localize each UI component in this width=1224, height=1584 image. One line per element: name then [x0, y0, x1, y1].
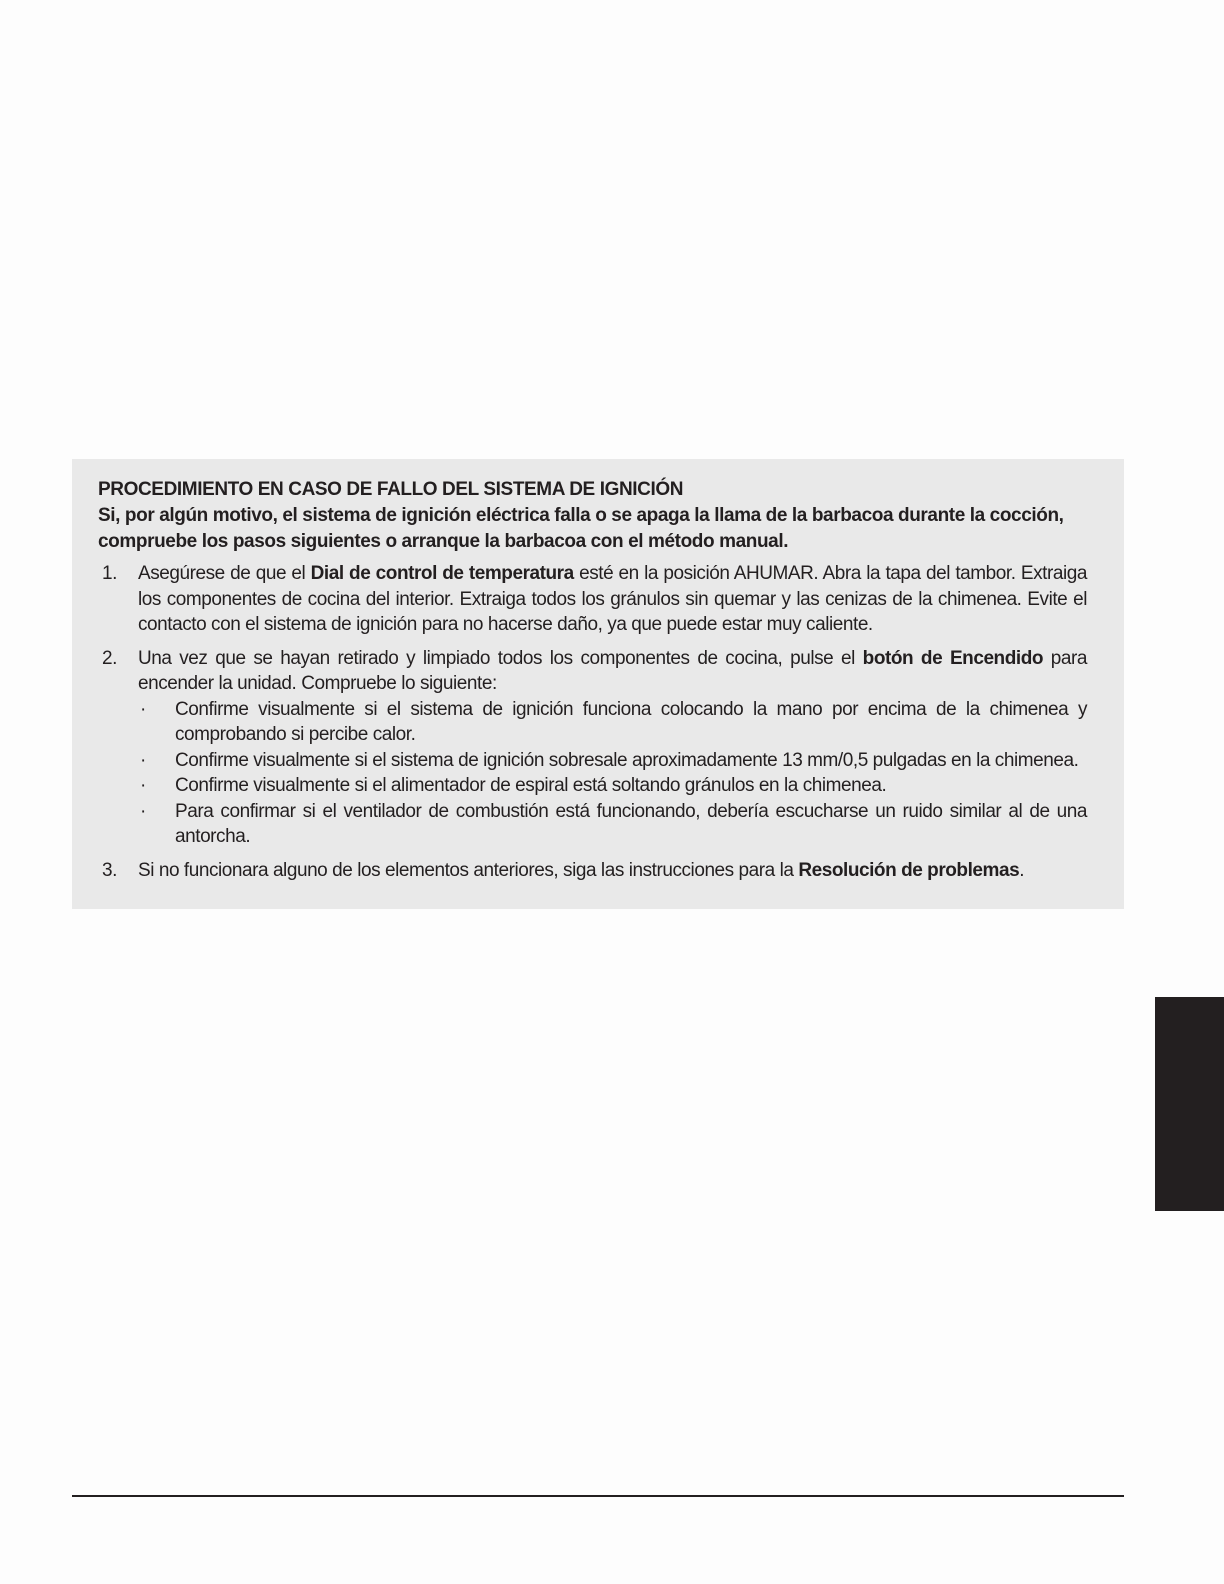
step-3	[98, 858, 1087, 884]
step-bold-text: Dial de control de temperatura	[310, 563, 574, 584]
step-number: 1.	[102, 563, 117, 584]
section-side-tab	[1155, 997, 1224, 1211]
step-text: esté en la posición AHUMAR. Abra la tapa del tambor. Extraiga los componentes de cocina del interior. Extraiga todos los gránulos sin quemar y las cenizas de la chimenea. Evite el contacto con el sistema de ignición para no hacerse daño, ya que puede estar muy caliente.	[138, 563, 1088, 635]
step-text: .	[1019, 859, 1025, 881]
step-text: para encender la unidad. Compruebe lo siguiente:	[138, 647, 1087, 694]
step-1	[98, 561, 1087, 638]
step-number: 3.	[102, 859, 117, 881]
bullet-dot-icon: ·	[140, 698, 146, 720]
check-item	[138, 773, 1087, 799]
check-item	[138, 697, 1087, 748]
check-item-text: Confirme visualmente si el sistema de ignición funciona colocando la mano por encima de la chimenea y comprobando si percibe calor.	[175, 698, 1087, 745]
step-text: Si no funcionara alguno de los elementos anteriores, siga las instrucciones para la	[138, 859, 799, 881]
bullet-dot-icon: ·	[140, 749, 146, 771]
step-number: 2.	[102, 647, 117, 669]
check-item-text: Confirme visualmente si el alimentador de espiral está soltando gránulos en la chimenea.	[175, 775, 887, 796]
check-item-text: Confirme visualmente si el sistema de ignición sobresale aproximadamente 13 mm/0,5 pulgadas en la chimenea.	[175, 749, 1079, 771]
steps-list	[98, 561, 1087, 883]
bullet-dot-icon: ·	[140, 775, 146, 796]
check-item	[138, 799, 1087, 850]
step-text: Asegúrese de que el	[138, 563, 311, 584]
ignition-failure-box	[72, 459, 1124, 909]
step-bold-text: botón de Encendido	[862, 647, 1044, 669]
box-intro: Si, por algún motivo, el sistema de ignición eléctrica falla o se apaga la llama de la barbacoa durante la cocción, compruebe los pasos siguientes o arranque la barbacoa con el método manual.	[98, 505, 1064, 552]
step-2	[98, 646, 1087, 850]
box-title: PROCEDIMIENTO EN CASO DE FALLO DEL SISTEMA DE IGNICIÓN	[98, 479, 684, 500]
check-list	[138, 697, 1087, 850]
step-bold-text: Resolución de problemas	[798, 859, 1020, 881]
check-item-text: Para confirmar si el ventilador de combustión está funcionando, debería escucharse un ruido similar al de una antorcha.	[175, 800, 1087, 847]
step-text: Una vez que se hayan retirado y limpiado todos los componentes de cocina, pulse el	[138, 647, 863, 669]
bullet-dot-icon: ·	[140, 800, 146, 822]
footer-divider	[72, 1495, 1124, 1497]
check-item	[138, 748, 1087, 774]
